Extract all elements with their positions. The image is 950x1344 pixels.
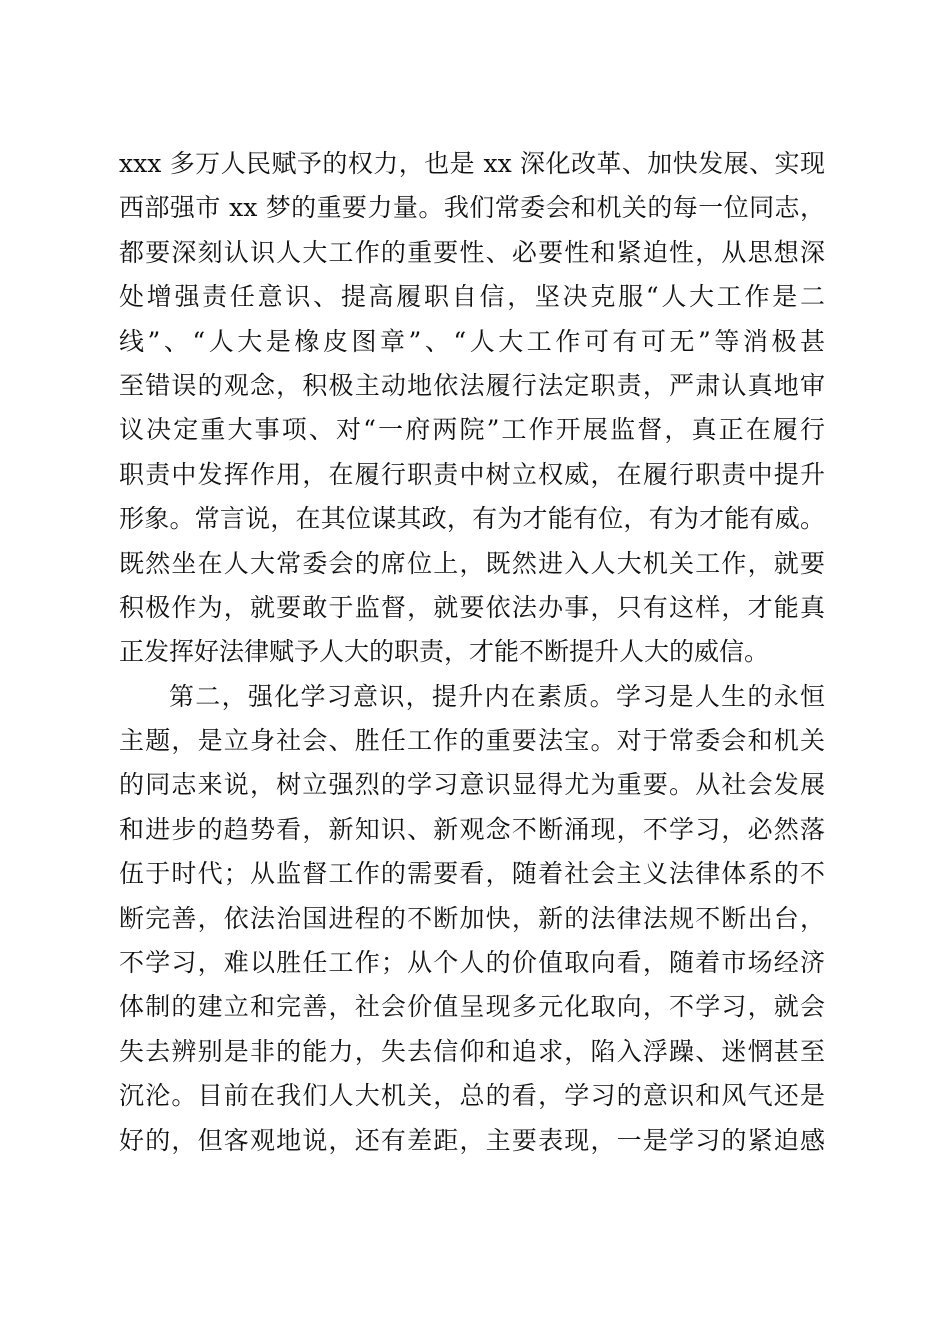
text-line: 沉沦。目前在我们人大机关，总的看，学习的意识和风气还是 (119, 1081, 825, 1111)
body-text (119, 142, 825, 1163)
text-line: 主题，是立身社会、胜任工作的重要法宝。对于常委会和机关 (119, 726, 825, 756)
text-line: 西部强市 xx 梦的重要力量。我们常委会和机关的每一位同志， (119, 193, 825, 223)
text-line: 处增强责任意识、提高履职自信，坚决克服“人大工作是二 (119, 282, 825, 312)
text-line: 失去辨别是非的能力，失去信仰和追求，陷入浮躁、迷惘甚至 (119, 1036, 825, 1066)
text-line: 好的，但客观地说，还有差距，主要表现，一是学习的紧迫感 (119, 1125, 825, 1155)
text-line: 的同志来说，树立强烈的学习意识显得尤为重要。从社会发展 (119, 770, 825, 800)
text-line: 议决定重大事项、对“一府两院”工作开展监督，真正在履行 (119, 415, 825, 445)
text-line: 形象。常言说，在其位谋其政，有为才能有位，有为才能有威。 (119, 504, 825, 534)
text-line: 正发挥好法律赋予人大的职责，才能不断提升人大的威信。 (119, 637, 770, 667)
text-line: 职责中发挥作用，在履行职责中树立权威，在履行职责中提升 (119, 459, 825, 489)
text-line: 既然坐在人大常委会的席位上，既然进入人大机关工作，就要 (119, 548, 825, 578)
text-line: 至错误的观念，积极主动地依法履行法定职责，严肃认真地审 (119, 370, 825, 400)
text-line: 断完善，依法治国进程的不断加快，新的法律法规不断出台， (119, 903, 825, 933)
text-line: 积极作为，就要敢于监督，就要依法办事，只有这样，才能真 (119, 592, 825, 622)
text-line: 线”、“人大是橡皮图章”、“人大工作可有可无”等消极甚 (119, 326, 825, 356)
text-line: 第二，强化学习意识，提升内在素质。学习是人生的永恒 (169, 681, 825, 711)
text-line: 伍于时代；从监督工作的需要看，随着社会主义法律体系的不 (119, 859, 825, 889)
text-line: 不学习，难以胜任工作；从个人的价值取向看，随着市场经济 (119, 948, 825, 978)
text-line: xxx 多万人民赋予的权力，也是 xx 深化改革、加快发展、实现 (119, 149, 825, 178)
text-line: 和进步的趋势看，新知识、新观念不断涌现，不学习，必然落 (119, 814, 825, 844)
text-line: 体制的建立和完善，社会价值呈现多元化取向，不学习，就会 (119, 992, 825, 1022)
text-line: 都要深刻认识人大工作的重要性、必要性和紧迫性，从思想深 (119, 237, 825, 267)
